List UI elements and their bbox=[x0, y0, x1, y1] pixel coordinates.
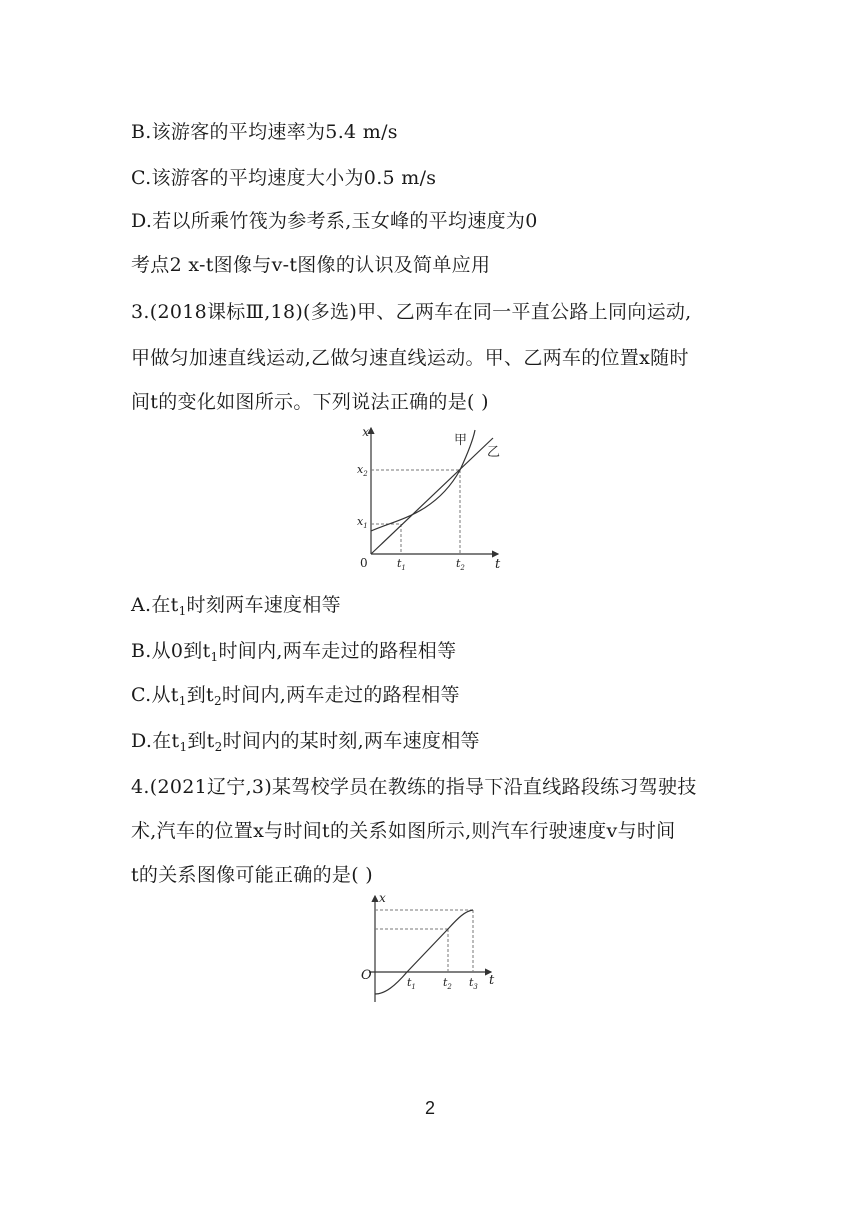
t1-label: $t_1$ bbox=[407, 976, 416, 991]
line-yi bbox=[371, 438, 493, 554]
origin-label: 0 bbox=[360, 556, 368, 570]
page-number: 2 bbox=[424, 1098, 435, 1118]
x2-label: $x_2$ bbox=[357, 463, 368, 478]
q4-stem-line3: t的关系图像可能正确的是( ) bbox=[131, 864, 374, 886]
t1-label: $t_1$ bbox=[397, 557, 406, 572]
q3-stem-line2: 甲做匀加速直线运动,乙做匀速直线运动。甲、乙两车的位置x随时 bbox=[131, 347, 689, 369]
q4-xt-graph bbox=[355, 890, 515, 1010]
q2-option-b: B.该游客的平均速率为5.4 m/s bbox=[131, 121, 398, 143]
t2-label: $t_2$ bbox=[443, 976, 452, 991]
q3-option-b: B.从0到$t_1$时间内,两车走过的路程相等 bbox=[131, 640, 457, 664]
section-heading: 考点2 x-t图像与v-t图像的认识及简单应用 bbox=[131, 254, 491, 276]
t2-label: $t_2$ bbox=[456, 557, 465, 572]
axis-y-label: x bbox=[362, 425, 369, 439]
q3-option-d: D.在$t_1$到$t_2$时间内的某时刻,两车速度相等 bbox=[131, 730, 480, 754]
q4-stem-line2: 术,汽车的位置x与时间t的关系如图所示,则汽车行驶速度v与时间 bbox=[131, 820, 676, 842]
axis-x-label: t bbox=[489, 973, 495, 988]
t3-label: $t_3$ bbox=[469, 976, 478, 991]
x1-label: $x_1$ bbox=[357, 515, 368, 530]
curve-x-t bbox=[375, 910, 473, 994]
origin-label: O bbox=[361, 968, 372, 983]
label-yi: 乙 bbox=[487, 445, 501, 460]
q3-xt-graph bbox=[355, 420, 515, 580]
q3-stem-line1: 3.(2018课标Ⅲ,18)(多选)甲、乙两车在同一平直公路上同向运动, bbox=[131, 301, 692, 323]
q4-stem-line1: 4.(2021辽宁,3)某驾校学员在教练的指导下沿直线路段练习驾驶技 bbox=[131, 776, 697, 798]
axis-x-label: t bbox=[495, 557, 501, 572]
q2-option-c: C.该游客的平均速度大小为0.5 m/s bbox=[131, 167, 437, 189]
q2-option-d: D.若以所乘竹筏为参考系,玉女峰的平均速度为0 bbox=[131, 210, 538, 232]
axis-y-label: x bbox=[379, 891, 386, 905]
q3-option-a: A.在$t_1$时刻两车速度相等 bbox=[131, 594, 341, 618]
q3-stem-line3: 间t的变化如图所示。下列说法正确的是( ) bbox=[131, 391, 489, 413]
label-jia: 甲 bbox=[454, 433, 468, 448]
q3-option-c: C.从$t_1$到$t_2$时间内,两车走过的路程相等 bbox=[131, 684, 460, 708]
